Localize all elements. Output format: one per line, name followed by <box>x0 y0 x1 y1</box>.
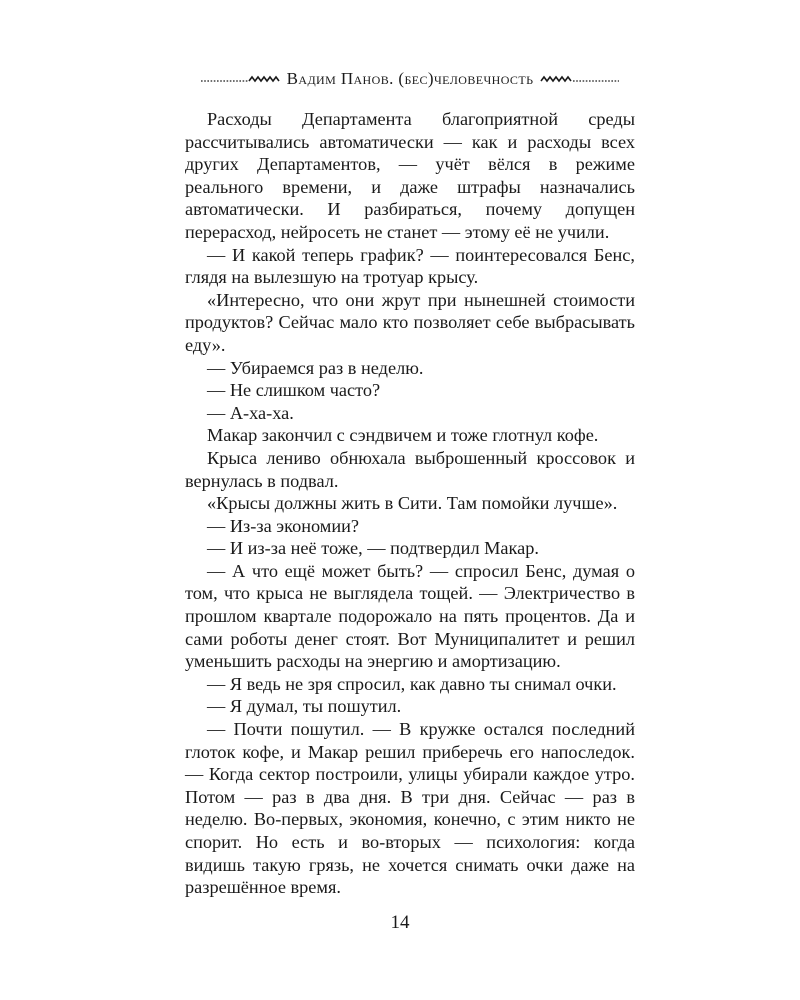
ornament-right-icon <box>539 72 621 86</box>
paragraph: — Я думал, ты пошутил. <box>207 696 402 717</box>
body-text <box>185 108 635 899</box>
paragraph: Макар закончил с сэндвичем и тоже глотнул кофе. <box>207 425 599 446</box>
paragraph: — Я ведь не зря спросил, как давно ты снимал очки. <box>207 673 617 694</box>
running-header <box>185 64 635 94</box>
paragraph: — А-ха-ха. <box>207 402 294 423</box>
paragraph: — А что ещё может быть? — спросил Бенс, думая о том, что крыса не выглядела тощей. — Электричество в прошлом квартале подорожало на пять процентов. Да и сами роботы денег стоят. Вот Муниципалитет и решил уменьшить расходы на энергию и амортизацию. <box>185 560 635 672</box>
paragraph: — Из-за экономии? <box>207 515 360 536</box>
header-title: Вадим Панов. (бес)человечность <box>286 69 534 88</box>
page-number: 14 <box>390 912 410 933</box>
paragraph: Расходы Департамента благоприятной среды рассчитывались автоматически — как и расходы всех других Департаментов, — учёт вёлся в режиме реального времени, и даже штрафы назначались автоматически. И разбираться, почему допущен перерасход, нейросеть не станет — этому её не учили. <box>185 109 635 242</box>
paragraph: «Крысы должны жить в Сити. Там помойки лучше». <box>207 493 618 514</box>
paragraph: — Не слишком часто? <box>207 380 381 401</box>
paragraph: «Интересно, что они жрут при нынешней стоимости продуктов? Сейчас мало кто позволяет себе выбрасывать еду». <box>185 289 635 355</box>
paragraph: — Почти пошутил. — В кружке остался последний глоток кофе, и Макар решил приберечь его напоследок. — Когда сектор построили, улицы убирали каждое утро. Потом — раз в два дня. В три дня. Сейчас — раз в неделю. Во-первых, экономия, конечно, с этим никто не спорит. Но есть и во-вторых — психология: когда видишь такую грязь, не хочется снимать очки даже на разрешённое время. <box>185 719 635 898</box>
ornament-left-icon <box>199 72 281 86</box>
paragraph: Крыса лениво обнюхала выброшенный кроссовок и вернулась в подвал. <box>185 447 635 491</box>
paragraph: — Убираемся раз в неделю. <box>207 357 424 378</box>
paragraph: — И какой теперь график? — поинтересовался Бенс, глядя на вылезшую на тротуар крысу. <box>185 244 635 288</box>
paragraph: — И из-за неё тоже, — подтвердил Макар. <box>207 538 539 559</box>
